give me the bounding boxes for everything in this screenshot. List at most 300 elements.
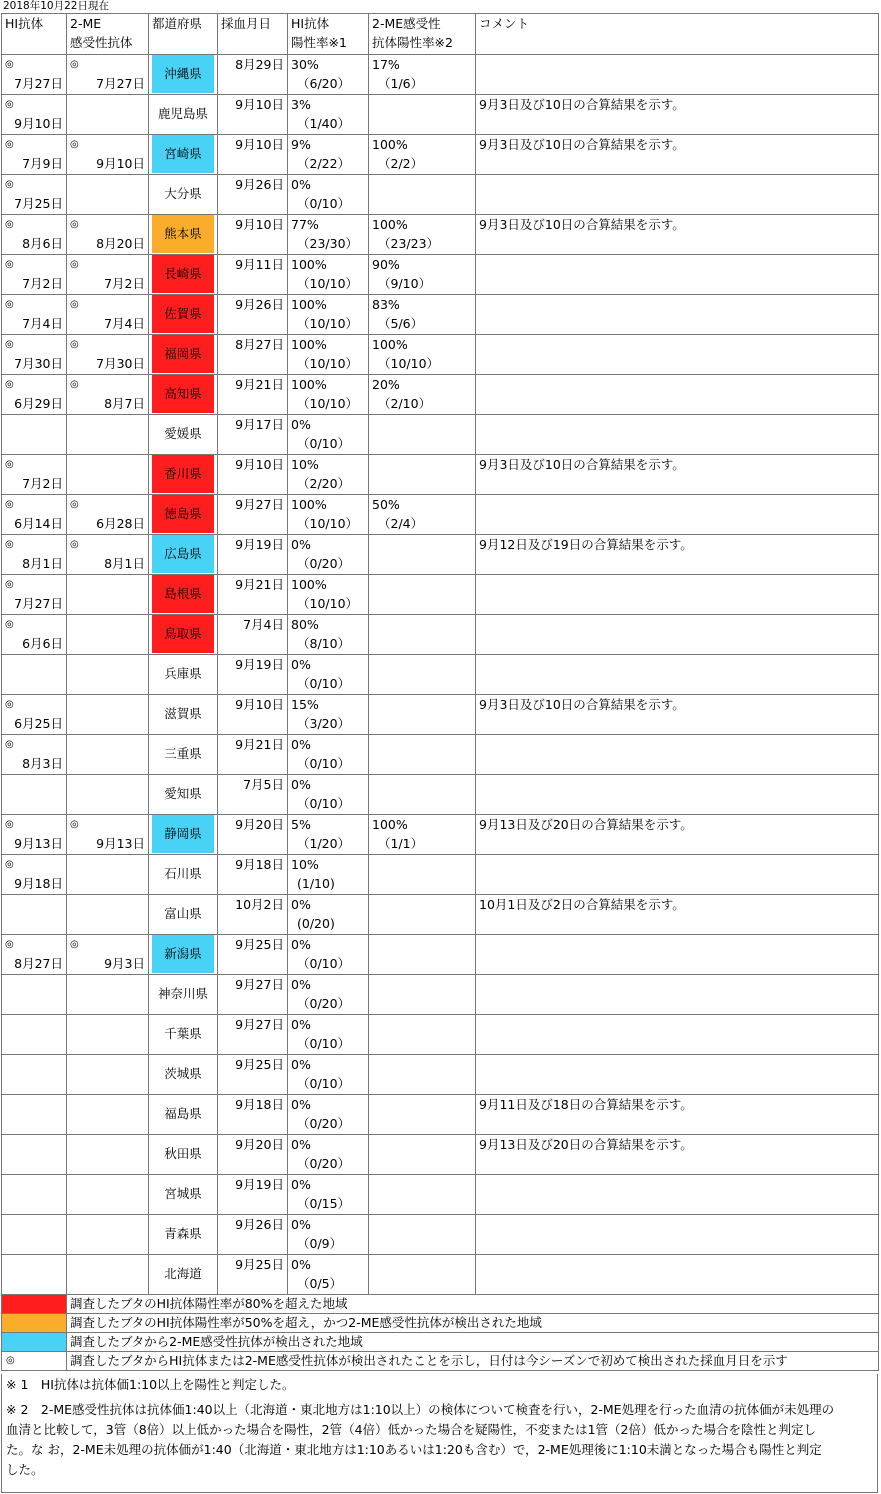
detected-mark: ◎ xyxy=(5,819,14,830)
me-count: （1/1） xyxy=(378,836,424,851)
me-rate xyxy=(372,535,472,554)
detected-mark: ◎ xyxy=(5,379,14,390)
prefecture-name: 千葉県 xyxy=(164,1026,202,1041)
me-rate xyxy=(372,975,472,994)
hi-rate: 100% xyxy=(291,497,327,512)
table-row xyxy=(2,575,879,615)
table-row xyxy=(2,895,879,935)
prefecture-name: 鳥取県 xyxy=(152,615,214,653)
me-count: （2/4） xyxy=(378,516,424,531)
me-rate xyxy=(372,695,472,714)
table-row xyxy=(2,1255,879,1295)
detected-mark xyxy=(5,1175,63,1194)
me-rate xyxy=(372,1215,472,1234)
prefecture-name: 秋田県 xyxy=(164,1146,202,1161)
hi-first-date: 7月25日 xyxy=(14,196,63,211)
sample-date-cell: 9月27日 xyxy=(218,975,288,1015)
prefecture-name: 茨城県 xyxy=(164,1066,202,1081)
hi-count: （0/10） xyxy=(297,1076,351,1091)
hi-antibody-cell xyxy=(2,455,67,495)
hi-first-date: 6月14日 xyxy=(14,516,63,531)
header-row xyxy=(2,14,879,55)
table-body xyxy=(2,55,879,1295)
header-2me xyxy=(67,14,149,55)
comment-cell xyxy=(476,375,879,415)
table-row xyxy=(2,1215,879,1255)
me-rate: 83% xyxy=(372,297,400,312)
hi-antibody-cell xyxy=(2,775,67,815)
sample-date-cell: 9月11日 xyxy=(218,255,288,295)
hi-rate: 0% xyxy=(291,777,311,792)
me-count: （2/10） xyxy=(378,396,432,411)
hi-count: （10/10） xyxy=(297,596,359,611)
me-first-date: 6月28日 xyxy=(96,516,145,531)
me-first-date: 9月13日 xyxy=(96,836,145,851)
me-antibody-cell xyxy=(67,735,149,775)
prefecture-cell xyxy=(149,175,218,215)
hi-rate: 80% xyxy=(291,617,319,632)
hi-first-date: 9月18日 xyxy=(14,876,63,891)
detected-mark xyxy=(70,1215,145,1234)
me-antibody-cell xyxy=(67,1095,149,1135)
prefecture-cell xyxy=(149,575,218,615)
comment-cell xyxy=(476,855,879,895)
table-row xyxy=(2,855,879,895)
comment-cell: 9月3日及び10日の合算結果を示す。 xyxy=(476,135,879,175)
prefecture-cell xyxy=(149,255,218,295)
sample-date-cell: 9月19日 xyxy=(218,1175,288,1215)
hi-rate-cell xyxy=(288,1175,369,1215)
hi-rate: 0% xyxy=(291,1137,311,1152)
prefecture-cell xyxy=(149,215,218,255)
detected-mark xyxy=(5,1055,63,1074)
hi-antibody-cell xyxy=(2,535,67,575)
hi-antibody-cell xyxy=(2,215,67,255)
prefecture-name: 北海道 xyxy=(164,1266,202,1281)
me-antibody-cell xyxy=(67,55,149,95)
legend-text: 調査したブタのHI抗体陽性率が80%を超えた地域 xyxy=(67,1295,879,1314)
legend-text: 調査したブタのHI抗体陽性率が50%を超え，かつ2-ME感受性抗体が検出された地域 xyxy=(67,1314,879,1333)
prefecture-name: 神奈川県 xyxy=(157,986,208,1001)
hi-first-date: 6月29日 xyxy=(14,396,63,411)
footnote-1: ※ 1 HI抗体は抗体価1:10以上を陽性と判定した。 xyxy=(6,1377,295,1392)
me-first-date: 7月27日 xyxy=(96,76,145,91)
hi-rate: 0% xyxy=(291,1217,311,1232)
me-rate: 90% xyxy=(372,257,400,272)
hi-antibody-cell xyxy=(2,135,67,175)
legend-swatch xyxy=(2,1333,67,1352)
header-hi xyxy=(2,14,67,55)
hi-rate: 100% xyxy=(291,337,327,352)
comment-cell xyxy=(476,655,879,695)
me-rate xyxy=(372,175,472,194)
prefecture-cell xyxy=(149,95,218,135)
me-antibody-cell xyxy=(67,815,149,855)
me-antibody-cell xyxy=(67,855,149,895)
prefecture-name: 福島県 xyxy=(164,1106,202,1121)
hi-rate-cell xyxy=(288,335,369,375)
hi-count: （0/10） xyxy=(297,796,351,811)
hi-antibody-cell xyxy=(2,1095,67,1135)
hi-rate-cell xyxy=(288,655,369,695)
detected-mark: ◎ xyxy=(70,219,79,230)
hi-antibody-cell xyxy=(2,735,67,775)
table-row xyxy=(2,535,879,575)
detected-mark: ◎ xyxy=(70,339,79,350)
header-sample-date xyxy=(218,14,288,55)
me-rate-cell xyxy=(369,735,476,775)
hi-first-date: 7月2日 xyxy=(22,276,63,291)
detected-mark: ◎ xyxy=(5,499,14,510)
comment-cell xyxy=(476,495,879,535)
hi-antibody-cell xyxy=(2,295,67,335)
sample-date-cell: 9月10日 xyxy=(218,95,288,135)
me-rate xyxy=(372,575,472,594)
hi-rate-cell xyxy=(288,255,369,295)
me-rate xyxy=(372,775,472,794)
hi-antibody-cell xyxy=(2,1135,67,1175)
detected-mark: ◎ xyxy=(5,139,14,150)
me-rate xyxy=(372,1095,472,1114)
comment-cell: 9月3日及び10日の合算結果を示す。 xyxy=(476,95,879,135)
hi-count: （0/20） xyxy=(297,1116,351,1131)
me-rate-cell xyxy=(369,695,476,735)
hi-first-date: 7月27日 xyxy=(14,596,63,611)
me-rate-cell xyxy=(369,1135,476,1175)
me-antibody-cell xyxy=(67,775,149,815)
me-count: （10/10） xyxy=(378,356,440,371)
hi-rate-cell xyxy=(288,695,369,735)
me-antibody-cell xyxy=(67,935,149,975)
prefecture-name: 富山県 xyxy=(164,906,202,921)
detected-mark xyxy=(70,655,145,674)
sample-date-cell: 9月26日 xyxy=(218,1215,288,1255)
prefecture-name: 三重県 xyxy=(164,746,202,761)
me-rate-cell xyxy=(369,415,476,455)
header-hi-rate-line2: 陽性率※1 xyxy=(291,35,347,50)
detected-mark xyxy=(70,1175,145,1194)
prefecture-cell xyxy=(149,695,218,735)
table-row xyxy=(2,1055,879,1095)
me-rate xyxy=(372,735,472,754)
hi-first-date: 9月10日 xyxy=(14,116,63,131)
hi-rate: 0% xyxy=(291,417,311,432)
hi-first-date: 8月27日 xyxy=(14,956,63,971)
detected-mark: ◎ xyxy=(5,699,14,710)
sample-date-cell: 8月29日 xyxy=(218,55,288,95)
hi-rate-cell xyxy=(288,455,369,495)
me-rate xyxy=(372,655,472,674)
me-rate-cell xyxy=(369,495,476,535)
hi-rate-cell xyxy=(288,215,369,255)
hi-count: （0/10） xyxy=(297,436,351,451)
prefecture-cell xyxy=(149,1015,218,1055)
hi-rate-cell xyxy=(288,615,369,655)
hi-rate-cell xyxy=(288,415,369,455)
comment-cell xyxy=(476,1015,879,1055)
detected-mark xyxy=(70,1255,145,1274)
detected-mark xyxy=(5,1135,63,1154)
hi-rate: 100% xyxy=(291,577,327,592)
prefecture-cell xyxy=(149,415,218,455)
header-2me-line2: 感受性抗体 xyxy=(70,35,133,50)
me-antibody-cell xyxy=(67,455,149,495)
sample-date-cell: 9月25日 xyxy=(218,935,288,975)
hi-rate-cell xyxy=(288,975,369,1015)
prefecture-name: 熊本県 xyxy=(152,215,214,253)
footnote-2: ※ 2 2-ME感受性抗体は抗体価1:40以上（北海道・東北地方は1:10以上）の検体について検査を行い，2-ME処理を行った血清の抗体価が未処理の 血清と比較して，3管（8倍）以上低かった場合を陽性，2管（4倍）低かった場合を疑陽性，不変または1管（2倍）低かった場合を陰性と判定し た。な お，2-ME未処理の抗体価が1:40（北海道・東北地方は1:10あるいは1:20も含む）で，2-ME処理後に1:10未満となった場合も陽性と判定 した。 xyxy=(6,1402,835,1477)
legend-body xyxy=(2,1295,879,1371)
prefecture-name: 青森県 xyxy=(164,1226,202,1241)
hi-count: （6/20） xyxy=(297,76,351,91)
table-row xyxy=(2,215,879,255)
hi-count: （1/20） xyxy=(297,836,351,851)
detected-mark xyxy=(70,95,145,114)
hi-count: （0/10） xyxy=(297,1036,351,1051)
prefecture-name: 大分県 xyxy=(164,186,202,201)
me-rate: 50% xyxy=(372,497,400,512)
table-row xyxy=(2,815,879,855)
hi-count: （0/9） xyxy=(297,1236,343,1251)
me-antibody-cell xyxy=(67,335,149,375)
detected-mark xyxy=(5,655,63,674)
sample-date-cell: 9月21日 xyxy=(218,735,288,775)
hi-rate-cell xyxy=(288,1095,369,1135)
hi-antibody-cell xyxy=(2,975,67,1015)
hi-antibody-cell xyxy=(2,695,67,735)
hi-count: （0/10） xyxy=(297,196,351,211)
sample-date-cell: 8月27日 xyxy=(218,335,288,375)
detected-mark: ◎ xyxy=(70,939,79,950)
detected-mark: ◎ xyxy=(70,379,79,390)
hi-rate-cell xyxy=(288,55,369,95)
sample-date-cell: 9月18日 xyxy=(218,855,288,895)
table-row xyxy=(2,95,879,135)
hi-antibody-cell xyxy=(2,255,67,295)
prefecture-name: 島根県 xyxy=(152,575,214,613)
me-rate-cell xyxy=(369,335,476,375)
prefecture-cell xyxy=(149,935,218,975)
detected-mark: ◎ xyxy=(5,59,14,70)
header-prefecture-label: 都道府県 xyxy=(152,16,203,31)
prefecture-cell xyxy=(149,535,218,575)
me-antibody-cell xyxy=(67,295,149,335)
comment-cell xyxy=(476,1215,879,1255)
hi-antibody-cell xyxy=(2,1055,67,1095)
comment-cell xyxy=(476,255,879,295)
prefecture-name: 福岡県 xyxy=(152,335,214,373)
table-row xyxy=(2,695,879,735)
hi-antibody-cell xyxy=(2,55,67,95)
hi-rate: 0% xyxy=(291,177,311,192)
hi-antibody-cell xyxy=(2,935,67,975)
comment-cell xyxy=(476,575,879,615)
me-rate-cell xyxy=(369,975,476,1015)
table-row xyxy=(2,415,879,455)
legend-table xyxy=(1,1294,879,1371)
me-rate-cell xyxy=(369,295,476,335)
prefecture-name: 佐賀県 xyxy=(152,295,214,333)
prefecture-cell xyxy=(149,775,218,815)
me-rate xyxy=(372,1015,472,1034)
table-row xyxy=(2,615,879,655)
me-count: （1/6） xyxy=(378,76,424,91)
legend-row xyxy=(2,1352,879,1371)
hi-first-date: 9月13日 xyxy=(14,836,63,851)
me-antibody-cell xyxy=(67,1055,149,1095)
legend-swatch: ◎ xyxy=(2,1352,67,1371)
me-rate-cell xyxy=(369,215,476,255)
me-antibody-cell xyxy=(67,1255,149,1295)
me-rate-cell xyxy=(369,95,476,135)
me-rate-cell xyxy=(369,1215,476,1255)
table-row xyxy=(2,935,879,975)
comment-cell: 9月11日及び18日の合算結果を示す。 xyxy=(476,1095,879,1135)
table-row xyxy=(2,255,879,295)
hi-rate-cell xyxy=(288,1055,369,1095)
hi-antibody-cell xyxy=(2,1015,67,1055)
hi-rate: 0% xyxy=(291,1177,311,1192)
header-2me-rate xyxy=(369,14,476,55)
comment-cell xyxy=(476,935,879,975)
prefecture-cell xyxy=(149,455,218,495)
header-2me-rate-line1: 2-ME感受性 xyxy=(372,16,441,31)
sample-date-cell: 9月26日 xyxy=(218,175,288,215)
me-antibody-cell xyxy=(67,575,149,615)
me-rate-cell xyxy=(369,855,476,895)
hi-rate-cell xyxy=(288,535,369,575)
hi-rate-cell xyxy=(288,295,369,335)
me-rate-cell xyxy=(369,575,476,615)
hi-count: （0/10） xyxy=(297,676,351,691)
header-2me-line1: 2-ME xyxy=(70,16,102,31)
detected-mark: ◎ xyxy=(5,459,14,470)
sample-date-cell: 7月4日 xyxy=(218,615,288,655)
prefecture-name: 香川県 xyxy=(152,455,214,493)
detected-mark: ◎ xyxy=(5,179,14,190)
prefecture-cell xyxy=(149,1095,218,1135)
header-comment xyxy=(476,14,879,55)
hi-antibody-cell xyxy=(2,175,67,215)
sample-date-cell: 10月2日 xyxy=(218,895,288,935)
detected-mark xyxy=(5,1015,63,1034)
me-rate: 100% xyxy=(372,137,408,152)
prefecture-name: 広島県 xyxy=(152,535,214,573)
detected-mark xyxy=(5,1095,63,1114)
legend-row xyxy=(2,1333,879,1352)
hi-rate: 0% xyxy=(291,737,311,752)
me-rate xyxy=(372,855,472,874)
sample-date-cell: 9月10日 xyxy=(218,695,288,735)
legend-row xyxy=(2,1314,879,1333)
hi-antibody-cell xyxy=(2,1255,67,1295)
me-rate-cell xyxy=(369,935,476,975)
hi-rate: 0% xyxy=(291,1017,311,1032)
prefecture-cell xyxy=(149,615,218,655)
table-row xyxy=(2,655,879,695)
hi-rate: 3% xyxy=(291,97,311,112)
prefecture-cell xyxy=(149,135,218,175)
me-rate-cell xyxy=(369,255,476,295)
prefecture-name: 沖縄県 xyxy=(152,55,214,93)
header-sample-date-label: 採血月日 xyxy=(221,16,272,31)
hi-count: （2/22） xyxy=(297,156,351,171)
me-antibody-cell xyxy=(67,415,149,455)
detected-mark: ◎ xyxy=(5,739,14,750)
comment-cell xyxy=(476,1175,879,1215)
hi-antibody-cell xyxy=(2,495,67,535)
header-prefecture xyxy=(149,14,218,55)
prefecture-name: 愛媛県 xyxy=(164,426,202,441)
me-antibody-cell xyxy=(67,375,149,415)
hi-count: （1/40） xyxy=(297,116,351,131)
comment-cell xyxy=(476,55,879,95)
detected-mark xyxy=(70,975,145,994)
prefecture-cell xyxy=(149,735,218,775)
legend-swatch xyxy=(2,1314,67,1333)
footnotes xyxy=(1,1374,878,1493)
me-rate xyxy=(372,895,472,914)
me-first-date: 8月20日 xyxy=(96,236,145,251)
table-row xyxy=(2,335,879,375)
me-antibody-cell xyxy=(67,1015,149,1055)
hi-count: （10/10） xyxy=(297,516,359,531)
detected-mark xyxy=(70,1095,145,1114)
hi-rate-cell xyxy=(288,1255,369,1295)
detected-mark: ◎ xyxy=(70,59,79,70)
me-count: （2/2） xyxy=(378,156,424,171)
detected-mark xyxy=(70,895,145,914)
me-rate-cell xyxy=(369,535,476,575)
sample-date-cell: 9月10日 xyxy=(218,135,288,175)
detected-mark: ◎ xyxy=(70,299,79,310)
comment-cell xyxy=(476,735,879,775)
prefecture-cell xyxy=(149,1175,218,1215)
hi-rate-cell xyxy=(288,775,369,815)
me-rate xyxy=(372,615,472,634)
hi-count: (1/10) xyxy=(297,876,335,891)
hi-first-date: 8月6日 xyxy=(22,236,63,251)
detected-mark xyxy=(70,855,145,874)
hi-count: （23/30） xyxy=(297,236,359,251)
detected-mark: ◎ xyxy=(70,539,79,550)
hi-rate-cell xyxy=(288,175,369,215)
hi-rate: 0% xyxy=(291,1097,311,1112)
table-row xyxy=(2,1015,879,1055)
prefecture-cell xyxy=(149,1135,218,1175)
hi-antibody-cell xyxy=(2,1215,67,1255)
hi-rate-cell xyxy=(288,855,369,895)
hi-rate: 0% xyxy=(291,1057,311,1072)
hi-rate-cell xyxy=(288,95,369,135)
sample-date-cell: 9月21日 xyxy=(218,375,288,415)
prefecture-cell xyxy=(149,495,218,535)
me-rate-cell xyxy=(369,1055,476,1095)
comment-cell xyxy=(476,1055,879,1095)
table-row xyxy=(2,1135,879,1175)
table-row xyxy=(2,375,879,415)
table-row xyxy=(2,175,879,215)
me-count: （23/23） xyxy=(378,236,440,251)
prefecture-name: 兵庫県 xyxy=(164,666,202,681)
hi-count: （10/10） xyxy=(297,316,359,331)
hi-rate-cell xyxy=(288,375,369,415)
hi-rate: 0% xyxy=(291,1257,311,1272)
hi-rate: 15% xyxy=(291,697,319,712)
hi-rate: 0% xyxy=(291,897,311,912)
hi-rate: 5% xyxy=(291,817,311,832)
detected-mark: ◎ xyxy=(5,939,14,950)
